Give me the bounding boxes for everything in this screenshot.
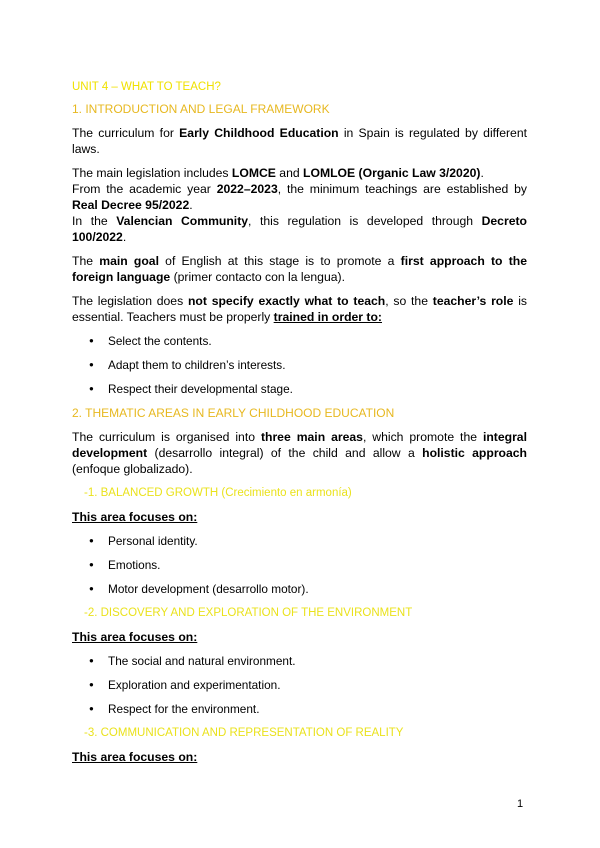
area-2-list [72,653,527,717]
paragraph-legislation: The main legislation includes LOMCE and LOMLOE (Organic Law 3/2020). [72,166,484,180]
area-1-focus-label: This area focuses on: [72,510,198,524]
list-item: ● Select the contents. [72,333,527,349]
document-page [72,79,527,773]
list-item: ● The social and natural environment. [72,653,527,669]
list-item: ● Exploration and experimentation. [72,677,527,693]
list-item: ● Respect for the environment. [72,701,527,717]
area-3-focus-label: This area focuses on: [72,750,198,764]
paragraph-curriculum: The curriculum for Early Childhood Education in Spain is regulated by different laws. [72,126,527,156]
list-item: ● Respect their developmental stage. [72,381,527,397]
paragraph-main-goal: The main goal of English at this stage is to promote a first approach to the foreign language (primer contacto con la lengua). [72,254,527,284]
list-item: ● Adapt them to children’s interests. [72,357,527,373]
paragraph-valencian: In the Valencian Community, this regulation is developed through Decreto 100/2022. [72,214,527,244]
list-item: ● Emotions. [72,557,527,573]
area-1-title: -1. BALANCED GROWTH (Crecimiento en armonía) [84,487,352,499]
paragraph-academic-year: From the academic year 2022–2023, the minimum teachings are established by Real Decree 95/2022. [72,182,528,212]
section-1-heading: 1. INTRODUCTION AND LEGAL FRAMEWORK [72,102,330,116]
section-2-heading: 2. THEMATIC AREAS IN EARLY CHILDHOOD EDUCATION [72,406,395,420]
list-item: ● Personal identity. [72,533,527,549]
paragraph-teacher-role: The legislation does not specify exactly what to teach, so the teacher’s role is essential. Teachers must be properly trained in order to: [72,294,527,324]
area-2-focus-label: This area focuses on: [72,630,198,644]
paragraph-three-areas: The curriculum is organised into three main areas, which promote the integral development (desarrollo integral) of the child and allow a holistic approach (enfoque globalizado). [72,430,528,476]
list-item: ● Motor development (desarrollo motor). [72,581,527,597]
area-3-title: -3. COMMUNICATION AND REPRESENTATION OF REALITY [84,727,404,739]
unit-title: UNIT 4 – WHAT TO TEACH? [72,81,221,93]
page-number: 1 [517,798,524,810]
area-2-title: -2. DISCOVERY AND EXPLORATION OF THE ENVIRONMENT [84,607,413,619]
area-1-list [72,533,527,597]
teacher-tasks-list [72,333,527,397]
